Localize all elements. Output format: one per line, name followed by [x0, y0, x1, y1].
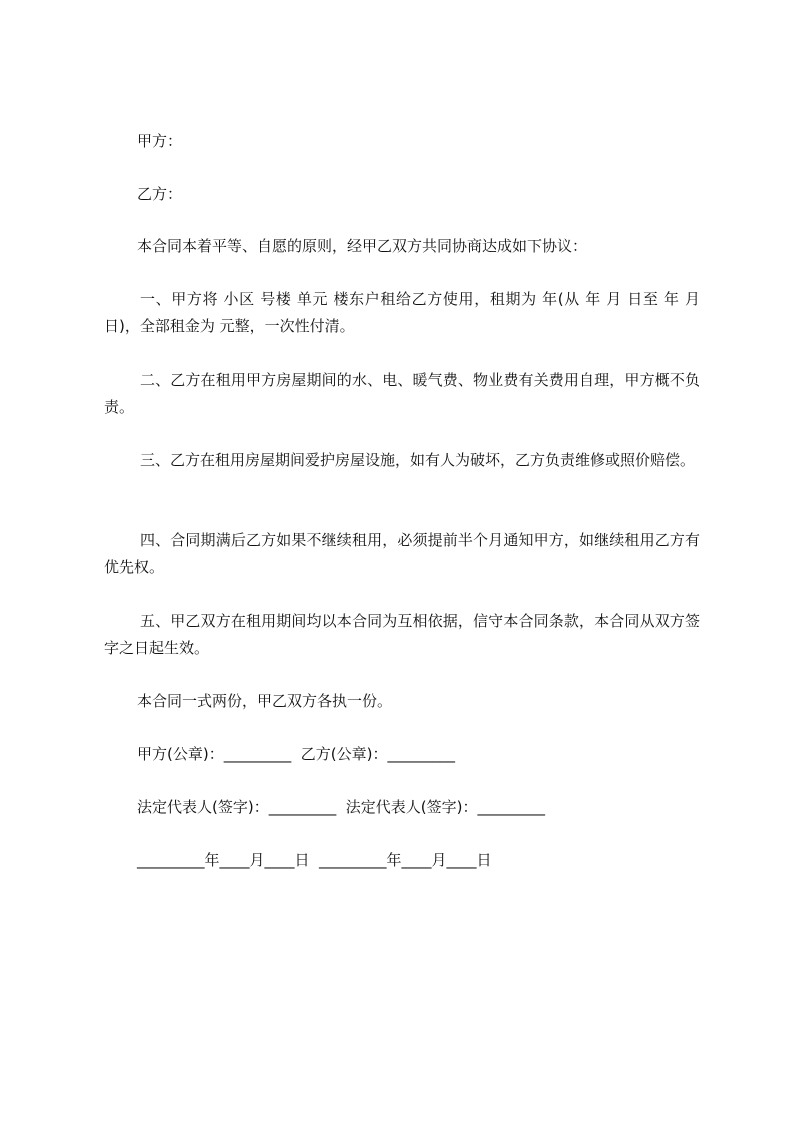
copies-note: 本合同一式两份，甲乙双方各执一份。 — [137, 692, 393, 710]
date-line: _________年____月____日 _________年____月____日 — [137, 851, 492, 869]
seal-signature-line: 甲方(公章)：_________ 乙方(公章)：_________ — [137, 745, 455, 763]
clause-1: 一、甲方将 小区 号楼 单元 楼东户租给乙方使用，租期为 年(从 年 月 日至 年 月 日)，全部租金为 元整，一次性付清。 — [104, 290, 700, 335]
party-b-label: 乙方： — [137, 185, 183, 203]
clause-2: 二、乙方在租用甲方房屋期间的水、电、暖气费、物业费有关费用自理，甲方概不负责。 — [104, 371, 700, 416]
clause-3: 三、乙方在租用房屋期间爱护房屋设施，如有人为破坏，乙方负责维修或照价赔偿。 — [140, 451, 696, 469]
clause-4: 四、合同期满后乙方如果不继续租用，必须提前半个月通知甲方，如继续租用乙方有优先权。 — [104, 531, 700, 576]
representative-signature-line: 法定代表人(签字)：_________ 法定代表人(签字)：_________ — [137, 798, 545, 816]
preamble: 本合同本着平等、自愿的原则，经甲乙双方共同协商达成如下协议： — [137, 237, 588, 255]
party-a-label: 甲方： — [137, 132, 183, 150]
clause-5: 五、甲乙双方在租用期间均以本合同为互相依据，信守本合同条款，本合同从双方签字之日起生效。 — [104, 612, 700, 657]
